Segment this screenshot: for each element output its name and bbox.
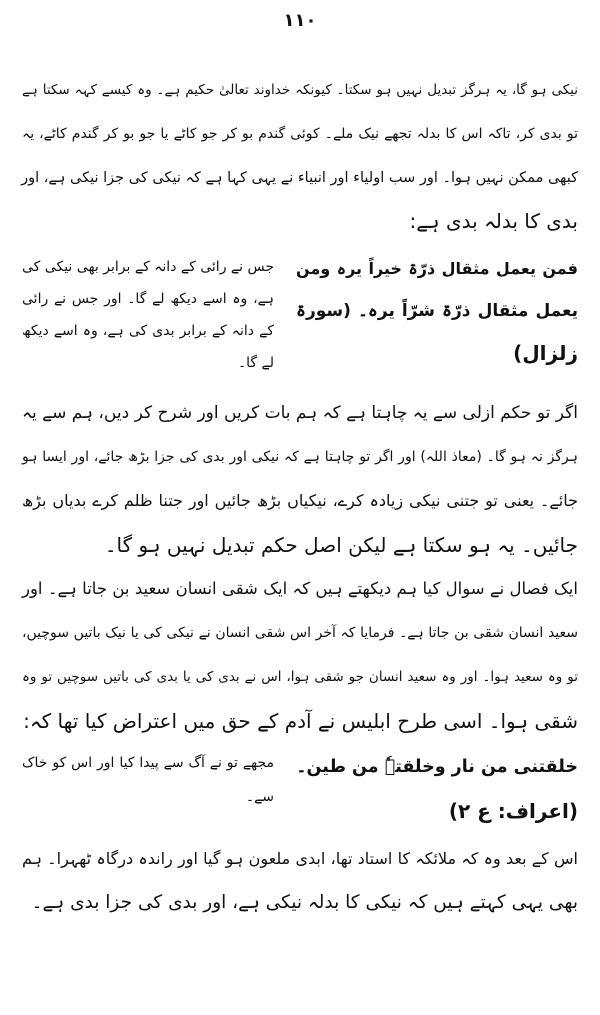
- arabic-verse-line: (اعراف: ع ۲): [448, 799, 578, 823]
- text-line: بدی کا بدلہ بدی ہے:: [409, 209, 578, 233]
- translation-line: جس نے رائی کے دانہ کے برابر بھی نیکی کی: [22, 259, 274, 275]
- arabic-verse-line: زلزال): [513, 341, 578, 365]
- text-line: کبھی ممکن نہیں ہوا۔ اور سب اولیاء اور انبیاء نے یہی کہا ہے کہ نیکی کی جزا نیکی ہے، اور: [21, 170, 578, 186]
- translation-line: سے۔: [245, 789, 274, 805]
- text-line: سعید انسان شقی بن جاتا ہے۔ فرمایا کہ آخر اس شقی انسان نے نیکی کی یا نیک باتیں سوچیں،: [22, 625, 578, 641]
- arabic-verse-line: فمن یعمل مثقال ذرّۃ خیراً یرہ ومن: [296, 259, 578, 278]
- text-line: شقی ہوا۔ اسی طرح ابلیس نے آدم کے حق میں اعتراض کیا تھا کہ:: [23, 709, 578, 733]
- translation-line: مجھے تو نے آگ سے پیدا کیا اور اس کو خاک: [22, 755, 274, 771]
- translation-line: کے دانہ کے برابر بدی کی ہے، وہ اسے دیکھ: [22, 323, 274, 339]
- text-line: جائے۔ یعنی تو جتنی نیکی زیادہ کرے، نیکیاں بڑھ جائیں اور جتنا ظلم کرے بدیاں بڑھ: [22, 491, 578, 510]
- text-line: تو وہ سعید ہوا۔ اور وہ سعید انسان جو شقی ہوا، اس نے بدی کی یا بدی کی باتیں سوچیں تو وہ: [22, 669, 578, 685]
- arabic-verse-line: خلقتنی من نار وخلقتہٗ من طین۔: [296, 757, 578, 777]
- text-line: ایک فصال نے سوال کیا ہم دیکھتے ہیں کہ ایک شقی انسان سعید بن جاتا ہے۔ اور: [22, 579, 578, 598]
- text-line: جائیں۔ یہ ہو سکتا ہے لیکن اصل حکم تبدیل نہیں ہو گا۔: [104, 533, 578, 557]
- translation-line: لے گا۔: [237, 355, 274, 371]
- arabic-verse-line: یعمل مثقال ذرّۃ شرّاً یرہ۔ (سورۃ: [296, 301, 578, 321]
- translation-line: ہے، وہ اسے دیکھ لے گا۔ اور جس نے رائی: [22, 291, 274, 307]
- text-line: تو بدی کر، تاکہ اس کا بدلہ تجھے نیک ملے۔ کوئی گندم بو کر جو کاٹے یا جو بو کر گندم کاٹے، یہ: [22, 126, 578, 142]
- text-line: اگر تو حکم ازلی سے یہ چاہتا ہے کہ ہم بات کریں اور شرح کر دیں، ہم سے یہ: [22, 403, 578, 423]
- text-line: ہرگز نہ ہو گا۔ (معاذ اللہ) اور اگر تو چاہتا ہے کہ نیکی اور بدی کی جزا بڑھ جائے، اور ایسا ہو: [22, 449, 578, 465]
- text-line: نیکی ہو گا، یہ ہرگز تبدیل نہیں ہو سکتا۔ کیونکہ خداوند تعالیٰ حکیم ہے۔ وہ کیسے کہہ سکتا ہے: [22, 82, 578, 98]
- text-line: اس کے بعد وہ کہ ملائکہ کا استاد تھا، ابدی ملعون ہو گیا اور راندہ درگاہ ٹھہرا۔ ہم: [22, 849, 578, 868]
- page-number: ۱۱۰: [283, 10, 317, 31]
- text-line: بھی یہی کہتے ہیں کہ نیکی کا بدلہ نیکی ہے، اور بدی کی جزا بدی ہے۔: [31, 892, 578, 913]
